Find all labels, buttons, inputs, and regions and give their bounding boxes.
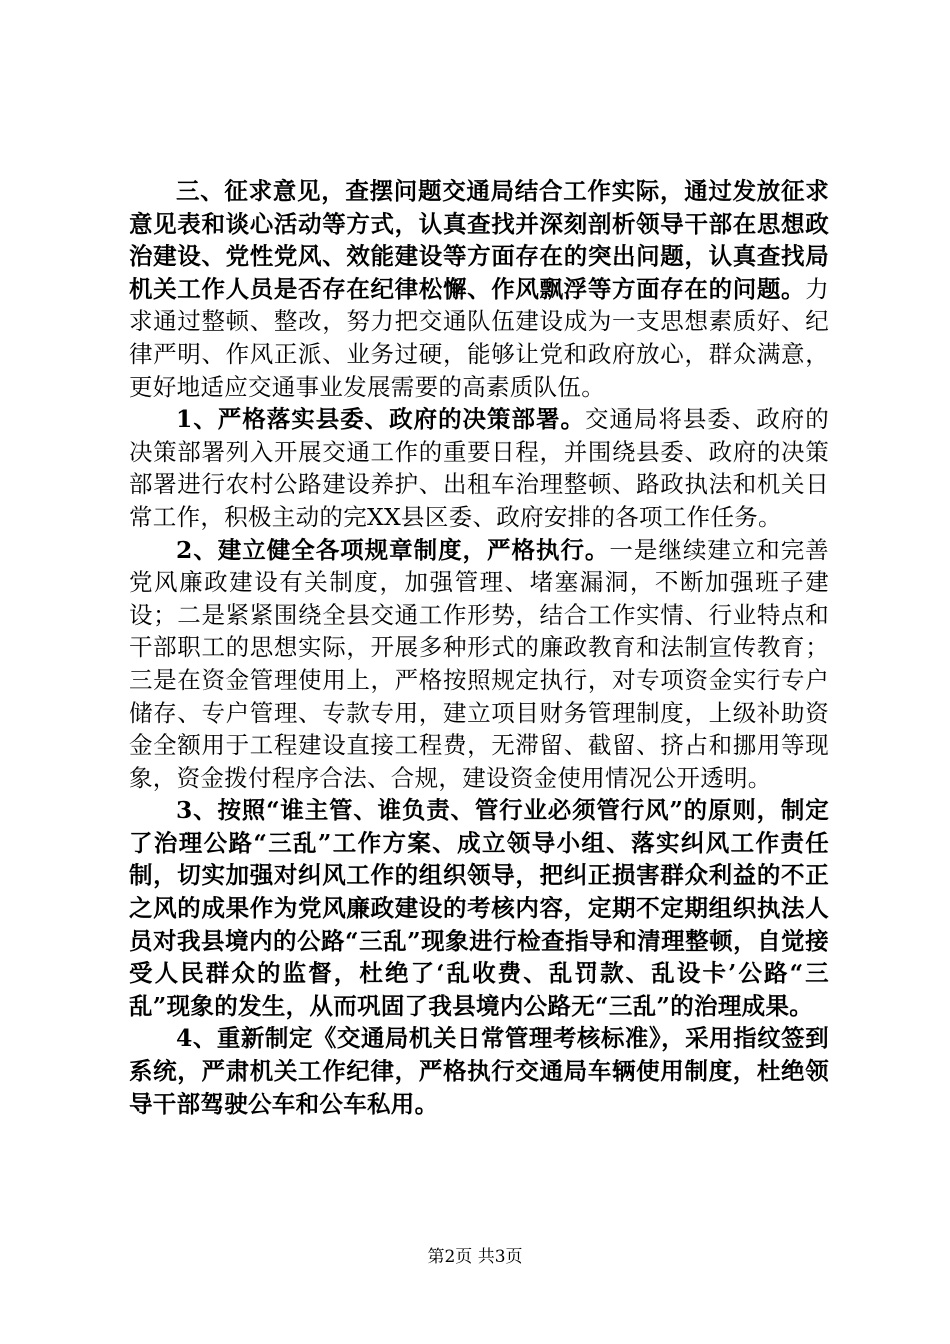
item-three-paragraph [129,794,829,1022]
page-footer [0,1246,950,1268]
item-four-paragraph [129,1022,829,1120]
section-three-text: 力求通过整顿、整改，努力把交通队伍建设成为一支思想素质好、纪律严明、作风正派、业务过硬，能够让党和政府放心，群众满意，更好地适应交通事业发展需要的高素质队伍。 [129,274,829,401]
item-one-text: 交通局将县委、政府的决策部署列入开展交通工作的重要日程，并围绕县委、政府的决策部署进行农村公路建设养护、出租车治理整顿、路政执法和机关日常工作，积极主动的完XX县区委、政府安排的各项工作任务。 [129,405,830,531]
item-two-paragraph [129,534,829,795]
item-two-text: 一是继续建立和完善党风廉政建设有关制度，加强管理、堵塞漏洞，不断加强班子建设；二是紧紧围绕全县交通工作形势，结合工作实情、行业特点和干部职工的思想实际，开展多种形式的廉政教育和法制宣传教育；三是在资金管理使用上，严格按照规定执行，对专项资金实行专户储存、专户管理、专款专用，建立项目财务管理制度，上级补助资金全额用于工程建设直接工程费，无滞留、截留、挤占和挪用等现象，资金拨付程序合法、合规，建设资金使用情况公开透明。 [129,535,829,792]
page-number-indicator: 第2页 共3页 [427,1247,523,1267]
item-four-text: 4、重新制定《交通局机关日常管理考核标准》，采用指纹签到系统，严肃机关工作纪律，严格执行交通局车辆使用制度，杜绝领导干部驾驶公车和公车私用。 [129,1024,829,1118]
item-three-text: 3、按照“谁主管、谁负责、管行业必须管行风”的原则，制定了治理公路“三乱”工作方案、成立领导小组、落实纠风工作责任制，切实加强对纠风工作的组织领导，把纠正损害群众利益的不正之风的成果作为党风廉政建设的考核内容，定期不定期组织执法人员对我县境内的公路“三乱”现象进行检查指导和清理整顿，自觉接受人民群众的监督，杜绝了‘乱收费、乱罚款、乱设卡’公路“三乱”现象的发生，从而巩固了我县境内公路无“三乱”的治理成果。 [129,796,829,1020]
item-two-heading: 2、建立健全各项规章制度，严格执行。 [176,535,610,564]
section-three-heading: 三、征求意见，查摆问题交通局结合工作实际，通过发放征求意见表和谈心活动等方式，认真查找并深刻剖析领导干部在思想政治建设、党性党风、效能建设等方面存在的突出问题，认真查找局机关工作人员是否存在纪律松懈、作风飘浮等方面存在的问题。 [129,177,829,303]
item-one-paragraph [129,403,829,533]
document-body [129,175,829,1120]
section-three-paragraph [129,175,829,403]
item-one-heading: 1、严格落实县委、政府的决策部署。 [176,405,585,434]
